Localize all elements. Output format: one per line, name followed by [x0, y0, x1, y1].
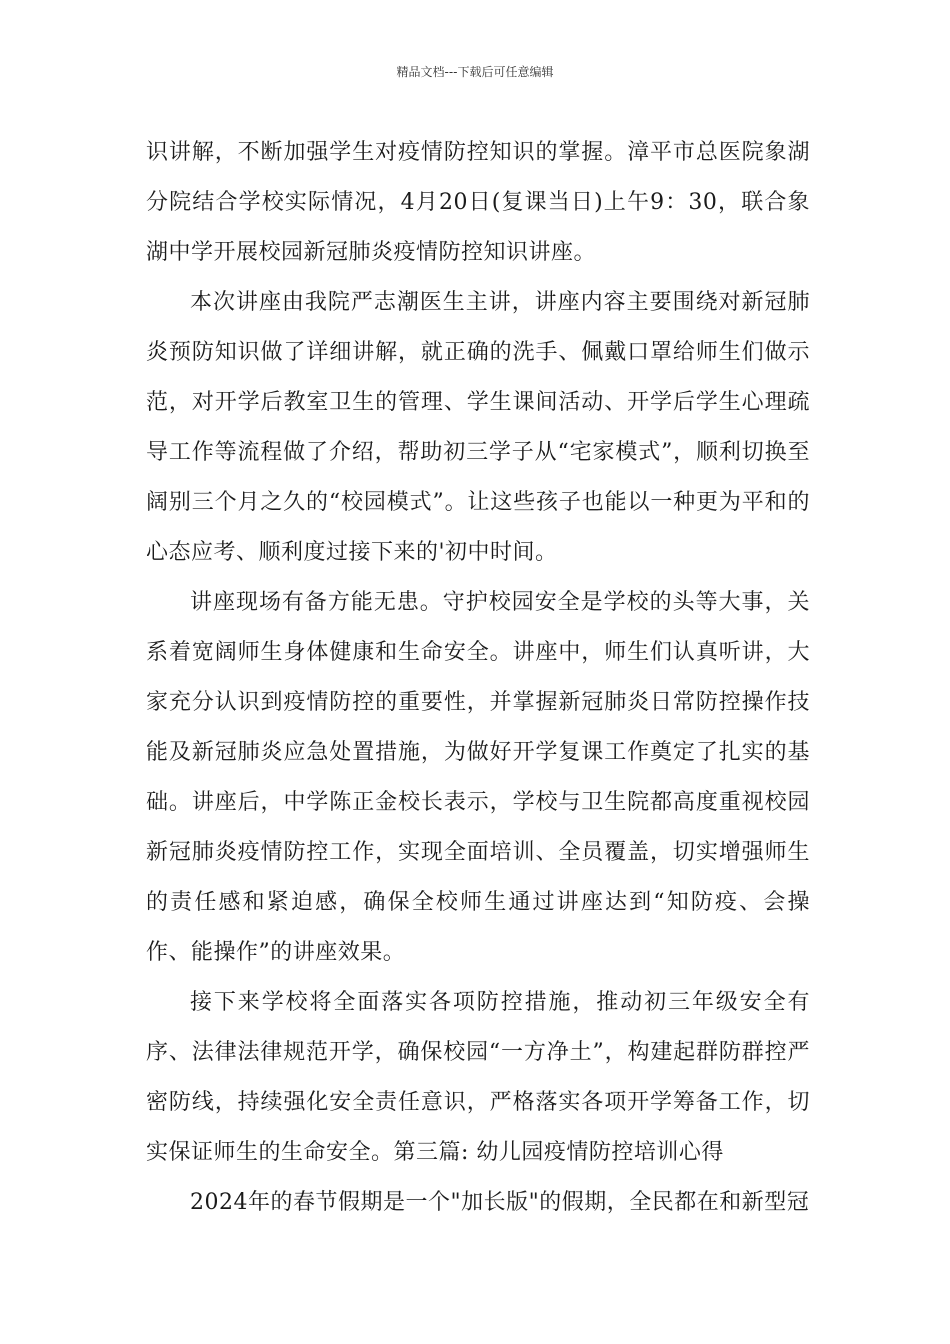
page-header: 精品文档---下载后可任意编辑	[396, 65, 554, 79]
document-body	[146, 128, 810, 1228]
paragraph-4: 接下来学校将全面落实各项防控措施，推动初三年级安全有序、法律法律规范开学，确保校园“一方净土”，构建起群防群控严密防线，持续强化安全责任意识，严格落实各项开学筹备工作，切实保证师生的生命安全。第三篇: 幼儿园疫情防控培训心得	[146, 990, 810, 1165]
paragraph-5: 2024年的春节假期是一个"加长版"的假期，全民都在和新型冠	[190, 1190, 810, 1215]
paragraph-3: 讲座现场有备方能无患。守护校园安全是学校的头等大事，关系着宽阔师生身体健康和生命安全。讲座中，师生们认真听讲，大家充分认识到疫情防控的重要性，并掌握新冠肺炎日常防控操作技能及新冠肺炎应急处置措施，为做好开学复课工作奠定了扎实的基础。讲座后，中学陈正金校长表示，学校与卫生院都高度重视校园新冠肺炎疫情防控工作，实现全面培训、全员覆盖，切实增强师生的责任感和紧迫感，确保全校师生通过讲座达到“知防疫、会操作、能操作”的讲座效果。	[146, 590, 810, 965]
paragraph-2: 本次讲座由我院严志潮医生主讲，讲座内容主要围绕对新冠肺炎预防知识做了详细讲解，就正确的洗手、佩戴口罩给师生们做示范，对开学后教室卫生的管理、学生课间活动、开学后学生心理疏导工作等流程做了介绍，帮助初三学子从“宅家模式”，顺利切换至阔别三个月之久的“校园模式”。让这些孩子也能以一种更为平和的心态应考、顺利度过接下来的'初中时间。	[146, 290, 810, 565]
paragraph-1: 识讲解，不断加强学生对疫情防控知识的掌握。漳平市总医院象湖分院结合学校实际情况，4月20日(复课当日)上午9：30，联合象湖中学开展校园新冠肺炎疫情防控知识讲座。	[146, 140, 810, 265]
